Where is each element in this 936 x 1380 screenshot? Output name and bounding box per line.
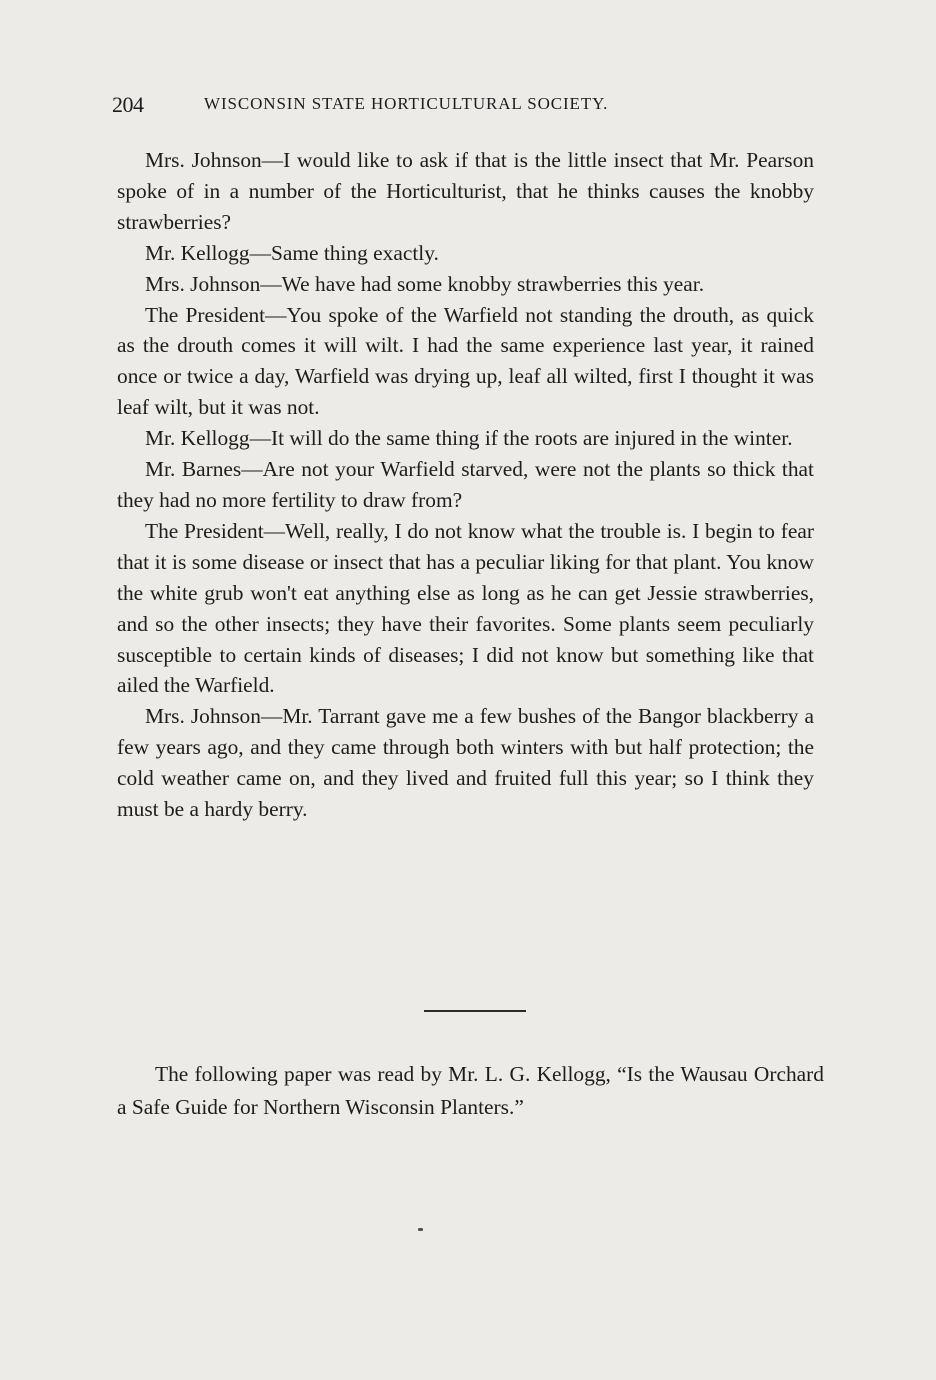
closing-paragraph: The following paper was read by Mr. L. G. Kellogg, “Is the Wausau Orchard a Safe Guide for Northern Wisconsin Planters.” [117,1062,824,1119]
paragraph: The President—You spoke of the Warfield not standing the drouth, as quick as the drouth comes it will wilt. I had the same experience last year, it rained once or twice a day, Warfield was drying up, leaf all wilted, first I thought it was leaf wilt, but it was not. [117,302,814,420]
paragraph: The President—Well, really, I do not know what the trouble is. I begin to fear that it is some disease or insect that has a peculiar liking for that plant. You know the white grub won't eat anything else as long as he can get Jessie strawberries, and so the other insects; they have their favorites. Some plants seem peculiarly susceptible to certain kinds of diseases; I did not know but something like that ailed the Warfield. [117,518,814,698]
page-number: 204 [112,92,144,117]
running-head [112,92,824,122]
section-divider [424,1010,526,1012]
paragraph: Mr. Kellogg—It will do the same thing if the roots are injured in the winter. [145,426,793,451]
paragraph: Mr. Kellogg—Same thing exactly. [145,240,439,265]
paragraph: Mrs. Johnson—Mr. Tarrant gave me a few bushes of the Bangor blackberry a few years ago, and they came through both winters with but half protection; the cold weather came on, and they lived and fruited full this year; so I think they must be a hardy berry. [117,704,814,822]
running-head-title: WISCONSIN STATE HORTICULTURAL SOCIETY. [204,94,609,113]
paragraph: Mrs. Johnson—We have had some knobby strawberries this year. [145,271,705,296]
paragraph: Mr. Barnes—Are not your Warfield starved, were not the plants so thick that they had no more fertility to draw from? [117,457,814,512]
paragraph: Mrs. Johnson—I would like to ask if that is the little insect that Mr. Pearson spoke of in a number of the Horticulturist, that he thinks causes the knobby strawberries? [117,148,814,234]
print-speck [418,1228,423,1231]
discussion-text [117,145,814,825]
closing-note [117,1058,824,1124]
